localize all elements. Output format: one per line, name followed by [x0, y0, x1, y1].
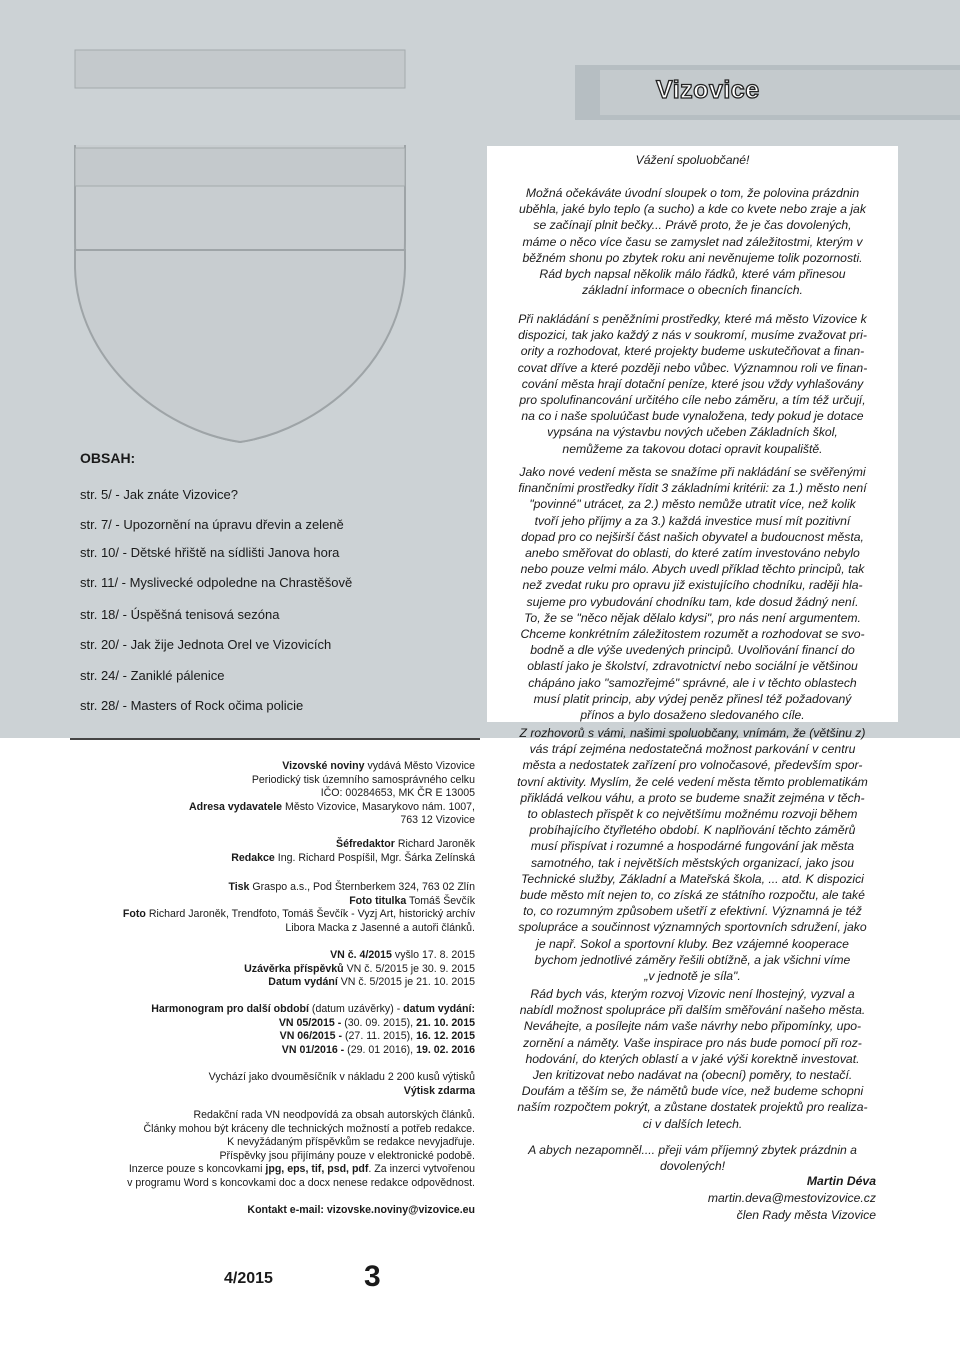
editorial-paragraph-1 — [487, 185, 898, 298]
text-line: musí platit princip, aby výdej peněz přinesl též požadovaný — [533, 691, 852, 706]
text-line: Chceme konkrétním záležitostem rozumět a rozhodovat se svo- — [520, 627, 865, 642]
text-line: základní informace o obecních financích. — [582, 283, 803, 298]
text-line: přikládá velkou váhu, a proto se budeme snažit zejména v těch- — [520, 790, 865, 805]
divider — [70, 738, 480, 740]
text-line: dispozici, tak jako každý z nás v soukromí, musíme zvažovat pri- — [518, 328, 867, 343]
issue-number: 4/2015 — [224, 1270, 273, 1287]
text-line: se začínají plnit bečky... Právě proto, že je čas dovolených, — [533, 218, 852, 233]
text-line: Neváhejte, a posílejte nám vaše návrhy nebo připomínky, upo- — [523, 1019, 862, 1034]
text-line: ority a rozhodovat, které projekty budeme uskutečňovat a finan- — [520, 344, 865, 359]
editorial-paragraph-6 — [487, 1142, 898, 1174]
imprint-schedule: Harmonogram pro další období (datum uzávěrky) - datum vydání: VN 05/2015 - (30. 09. 2015), 21. 10. 2015 VN 06/2015 - (27. 11. 2015), 16. 12. 2015 VN 01/2016 - (29. 01 2016), 19. 02. 2016 — [151, 1003, 475, 1056]
text-line: ci v dalších letech. — [642, 1116, 743, 1131]
text-line: je např. Sokol a sportovní kluby. Bez vzájemné kooperace — [536, 936, 849, 951]
text-line: hodování, do kterých oblastí a v jaké výši korektně investovat. — [525, 1051, 860, 1066]
imprint-print: Tisk Graspo a.s., Pod Šternberkem 324, 763 02 Zlín Foto titulka Tomáš Ševčík Foto Richard Jaroněk, Trendfoto, Tomáš Ševčík - Vyzj Art, historický archív Libora Macka z Jasenné a autoři článků. — [122, 881, 475, 934]
toc-title: OBSAH: — [80, 450, 136, 466]
toc-item[interactable]: str. 10/ - Dětské hřiště na sídlišti Janova hora — [80, 545, 340, 560]
text-line: města a nedostatek zařízení pro volnočasové, především spor- — [522, 758, 863, 773]
text-line: máme o něco více času se zamyslet nad záležitostmi, kterým v — [522, 234, 863, 249]
text-line: to oblastech přispět k co největšímu možnému rozvoji během — [527, 807, 858, 822]
imprint-notes: Redakční rada VN neodpovídá za obsah autorských článků. Články mohou být kráceny dle technických možností a potřeb redakce. K nevyžádaným příspěvkům se redakce nevyjadřuje. Příspěvky jsou přijímány pouze v elektronické podobě. Inzerce pouze s koncovkami jpg, eps, tif, psd, pdf. Za inzerci vytvořenou v programu Word s koncovkami doc a docx nenese redakce odpovědnost. — [127, 1109, 475, 1189]
text-line: „v jednotě je síla". — [644, 969, 741, 984]
signature-role: člen Rady města Vizovice — [736, 1208, 876, 1222]
text-line: Rád bych vás, kterým rozvoj Vizovic není lhostejný, vyzval a — [530, 987, 855, 1001]
text-line: běžném shonu po zbytek roku ani nevěnujeme tolik pozornosti. — [522, 250, 863, 265]
toc-item[interactable]: str. 5/ - Jak znáte Vizovice? — [80, 487, 238, 502]
editorial-paragraph-4 — [487, 725, 898, 984]
text-line: uběhla, jaké bylo teplo (a sucho) a kde co kvete nebo zraje a jak — [519, 202, 866, 217]
text-line: A abych nezapomněl.... přeji vám příjemný zbytek prázdnin a — [528, 1143, 857, 1157]
text-line: dopad pro co nejširší část našich obyvatel a budoucnost města, — [521, 529, 864, 544]
text-line: vás trápí zejména nedostatečná možnost parkování v centru — [529, 742, 856, 757]
text-line: "povinné" utrácet, za 2.) město nemůže utratit více, než kolik — [529, 497, 856, 512]
toc-item[interactable]: str. 28/ - Masters of Rock očima policie — [80, 698, 304, 713]
text-line: musí přispívat i rozumné a hospodárné fungování jak města — [530, 839, 855, 854]
text-line: Rád bych napsal několik málo řádků, které vám přinesou — [539, 267, 846, 282]
text-line: naším rozpočtem pokrýt, a zůstane dostatek projektů pro realiza- — [517, 1100, 868, 1115]
text-line: chápáno jako "samozřejmé" správné, ale i v těchto oblastech — [528, 675, 857, 690]
toc-item[interactable]: str. 20/ - Jak žije Jednota Orel ve Vizovicích — [80, 637, 332, 652]
text-line: tvoří jeho příjmy a za 3.) každá investice musí mít pozitivní — [534, 513, 851, 528]
text-line: Jako nové vedení města se snažíme při nakládání se svěřenými — [519, 465, 866, 479]
text-line: Možná očekáváte úvodní sloupek o tom, že polovina prázdnin — [525, 186, 860, 200]
text-line: nebo pouze velmi málo. Abych uvedl příklad těchto principů, tak — [520, 562, 865, 577]
text-line: cování města hrají dotační peníze, které jsou vždy vyhlašovány — [521, 376, 864, 391]
text-line: vypsána na výstavbu nových učeben Základních škol, — [547, 425, 838, 440]
text-line: finančními prostředky řídit 3 základními kritérii: za 1.) město není — [518, 481, 867, 496]
text-line: dovolených! — [659, 1159, 726, 1174]
text-line: Jen kritizovat nebo nadávat na (obecní) poměry, to nestačí. — [532, 1068, 853, 1083]
editorial-paragraph-3 — [487, 464, 898, 723]
signature-email[interactable]: martin.deva@mestovizovice.cz — [707, 1191, 876, 1205]
text-line: Při nakládání s peněžními prostředky, které má město Vizovice k — [518, 312, 867, 326]
text-line: samotného, tak i největších městských organizací, jako jsou — [530, 855, 855, 870]
text-line: tovní aktivity. Myslím, že celé vedení města těmto problematikám — [517, 774, 868, 789]
toc-item[interactable]: str. 7/ - Upozornění na úpravu dřevin a zeleně — [80, 517, 344, 532]
text-line: bodně a dle výše uvedených principů. Uvolňování financí do — [530, 643, 855, 658]
imprint-circulation: Vychází jako dvouměsíčník v nákladu 2 200 kusů výtisků Výtisk zdarma — [208, 1071, 475, 1097]
text-line: probíhajícího čtyřletého období. K naplňování těchto záměrů — [529, 823, 856, 838]
town-title: Vizovice — [656, 76, 760, 104]
text-line: na co i naše spoluúčast bude vynaložena, tedy pokud je dotace — [521, 409, 864, 424]
text-line: bude město mít nejen to, co získá ze státního rozpočtu, ale také — [520, 888, 865, 903]
text-line: Z rozhovorů s vámi, našimi spoluobčany, vnímám, že (většinu z) — [519, 726, 866, 740]
header-band-inner — [600, 70, 960, 115]
coat-of-arms-shield-icon — [70, 0, 410, 450]
text-line: covat dříve a které později nebo vůbec. Významnou roli ve finan- — [517, 360, 868, 375]
text-line: bychom jednotlivé záměry řešili obtížně, a jak všichni víme — [534, 952, 851, 967]
editorial-paragraph-5 — [487, 986, 898, 1132]
toc-item[interactable]: str. 11/ - Myslivecké odpoledne na Chrastěšově — [80, 575, 353, 590]
contact-email[interactable]: Kontakt e-mail: vizovske.noviny@vizovice.eu — [247, 1204, 475, 1216]
text-line: Technické služby, Základní a Mateřská škola, ... atd. K dispozici — [521, 871, 864, 886]
text-line: To, že se "něco nějak dělalo kdysi", pro nás není argumentem. — [524, 610, 861, 625]
text-line: oblastí jako je školství, zdravotnictví nebo sociální je většinou — [527, 659, 858, 674]
text-line: zornění a náměty. Vaše inspirace pro nás bude pomocí při roz- — [523, 1035, 862, 1050]
imprint-editors: Šéfredaktor Richard Jaroněk Redakce Ing. Richard Pospíšil, Mgr. Šárka Zelínská — [231, 838, 475, 864]
greeting: Vážení spoluobčané! — [635, 153, 750, 167]
toc-item[interactable]: str. 24/ - Zaniklé pálenice — [80, 668, 225, 683]
signature-name: Martin Déva — [806, 1174, 876, 1188]
text-line: sujeme pro vybudování chodníku tam, kde dosud žádný není. — [526, 594, 859, 609]
editorial-paragraph-2 — [487, 311, 898, 457]
imprint-dates: VN č. 4/2015 vyšlo 17. 8. 2015 Uzávěrka příspěvků VN č. 5/2015 je 30. 9. 2015 Datum vydání VN č. 5/2015 je 21. 10. 2015 — [244, 949, 475, 989]
text-line: přínos a bylo dosaženo sledovaného cíle. — [580, 708, 805, 723]
text-line: spolupráce a součinnost významných sportovních sdružení, jako — [518, 920, 867, 935]
imprint-publisher: Vizovské noviny vydává Město Vizovice Periodický tisk územního samosprávného celku IČO: 00284653, MK ČR E 13005 Adresa vydavatele Město Vizovice, Masarykovo nám. 1007, 763 12 Vizovice — [189, 760, 475, 827]
text-line: anebo směřovat do oblasti, do které zatím investováno nebylo — [525, 546, 860, 561]
imprint-contact — [80, 1204, 475, 1218]
toc-item[interactable]: str. 18/ - Úspěšná tenisová sezóna — [80, 607, 280, 622]
page-number: 3 — [364, 1260, 381, 1293]
text-line: pro spolufinancování určitého cíle nebo záměru, a tím též určují, — [519, 393, 866, 408]
text-line: to, co rozumným způsobem ušetří z efektivní. Významná je též — [523, 904, 862, 919]
text-line: nabídl možnost spolupráce při dalším směřování našeho města. — [519, 1003, 866, 1018]
text-line: než zvedat ruku pro opravu již existujícího chodníku, raději hla- — [522, 578, 863, 593]
text-line: nemůžeme za takovou dotaci opravit koupaliště. — [562, 441, 823, 456]
text-line: Doufám a těším se, že námětů bude více, než budeme schopni — [521, 1084, 864, 1099]
